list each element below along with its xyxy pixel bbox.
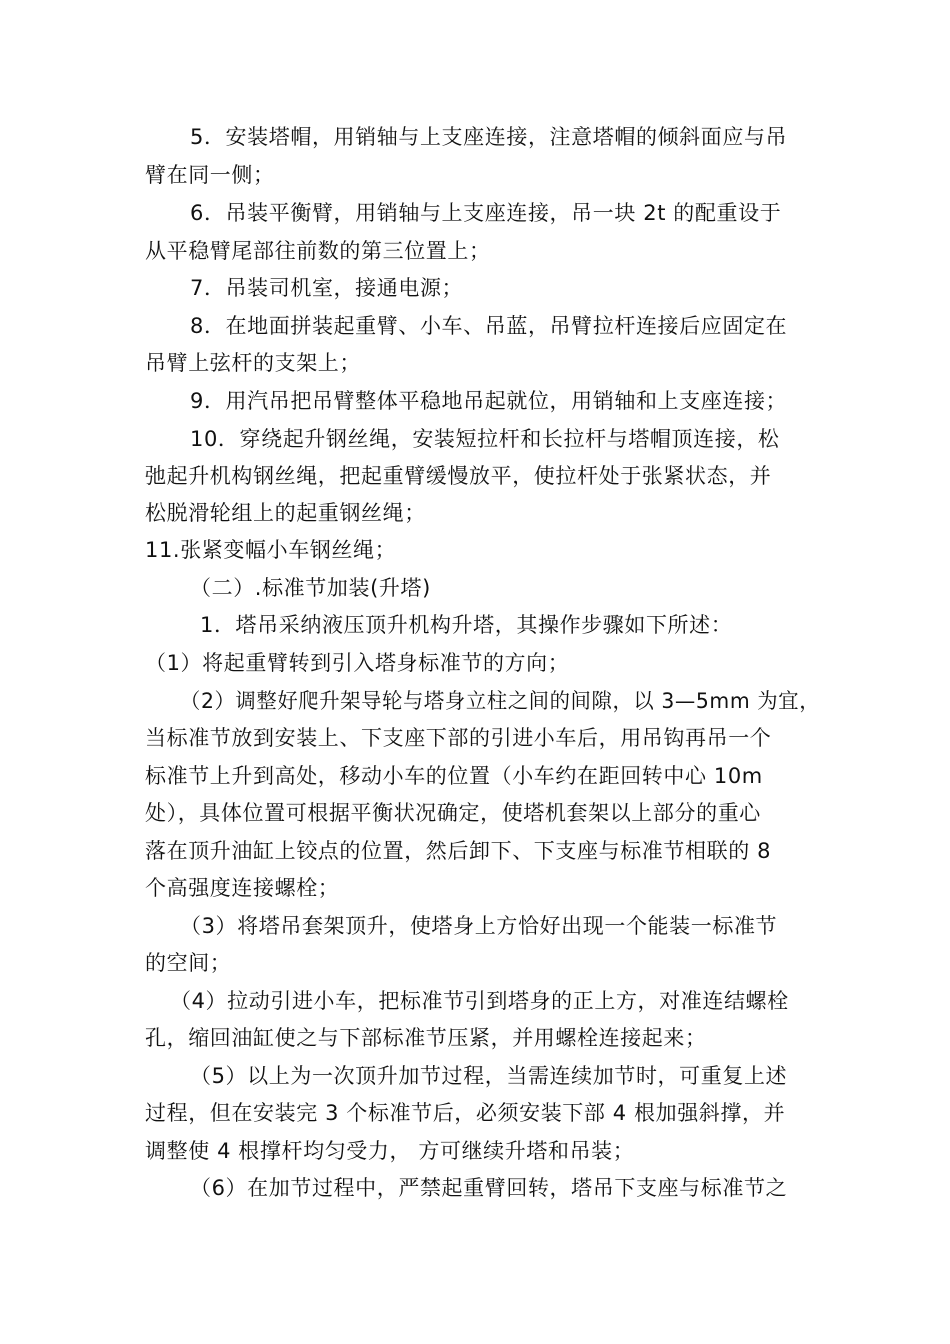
text-line: 8．在地面拼装起重臂、小车、吊蓝，吊臂拉杆连接后应固定在 bbox=[190, 314, 788, 338]
text-line: 9．用汽吊把吊臂整体平稳地吊起就位，用销轴和上支座连接； bbox=[190, 389, 788, 413]
text-line: 吊臂上弦杆的支架上； bbox=[145, 351, 361, 375]
text-line: 7．吊装司机室，接通电源； bbox=[190, 276, 464, 300]
text-line: 5．安装塔帽，用销轴与上支座连接，注意塔帽的倾斜面应与吊 bbox=[190, 125, 788, 149]
text-line: 6．吊装平衡臂，用销轴与上支座连接，吊一块 2t 的配重设于 bbox=[190, 201, 782, 225]
text-line: 落在顶升油缸上铰点的位置，然后卸下、下支座与标准节相联的 8 bbox=[145, 839, 772, 863]
text-line: 标准节上升到高处，移动小车的位置（小车约在距回转中心 10m bbox=[145, 764, 763, 788]
text-line: 弛起升机构钢丝绳，把起重臂缓慢放平，使拉杆处于张紧状态，并 bbox=[145, 464, 772, 488]
text-line: 当标准节放到安装上、下支座下部的引进小车后，用吊钩再吊一个 bbox=[145, 726, 772, 750]
text-line: 松脱滑轮组上的起重钢丝绳； bbox=[145, 501, 426, 525]
text-line: 臂在同一侧； bbox=[145, 163, 275, 187]
text-line: （6）在加节过程中，严禁起重臂回转，塔吊下支座与标准节之 bbox=[190, 1176, 788, 1200]
text-line: 10．穿绕起升钢丝绳，安装短拉杆和长拉杆与塔帽顶连接，松 bbox=[190, 427, 780, 451]
text-line: 1．塔吊采纳液压顶升机构升塔，其操作步骤如下所述： bbox=[200, 613, 733, 637]
text-line: 从平稳臂尾部往前数的第三位置上； bbox=[145, 239, 491, 263]
text-line: （1）将起重臂转到引入塔身标准节的方向； bbox=[145, 651, 570, 675]
text-line: （5）以上为一次顶升加节过程，当需连续加节时，可重复上述 bbox=[190, 1064, 788, 1088]
section-heading: （二）.标准节加装(升塔) bbox=[190, 576, 431, 600]
text-line: 的空间； bbox=[145, 951, 232, 975]
text-line: （4）拉动引进小车，把标准节引到塔身的正上方，对准连结螺栓 bbox=[170, 989, 789, 1013]
text-line: （2）调整好爬升架导轮与塔身立柱之间的间隙，以 3—5mm 为宜， bbox=[180, 689, 821, 713]
text-line: 孔，缩回油缸使之与下部标准节压紧，并用螺栓连接起来； bbox=[145, 1026, 707, 1050]
text-line: 调整使 4 根撑杆均匀受力， 方可继续升塔和吊装； bbox=[145, 1139, 635, 1163]
text-line: 过程，但在安装完 3 个标准节后，必须安装下部 4 根加强斜撑，并 bbox=[145, 1101, 786, 1125]
text-line: 处），具体位置可根据平衡状况确定，使塔机套架以上部分的重心 bbox=[145, 801, 761, 825]
text-line: 11.张紧变幅小车钢丝绳； bbox=[145, 538, 397, 562]
text-line: 个高强度连接螺栓； bbox=[145, 876, 340, 900]
text-line: （3）将塔吊套架顶升，使塔身上方恰好出现一个能装一标准节 bbox=[180, 914, 778, 938]
